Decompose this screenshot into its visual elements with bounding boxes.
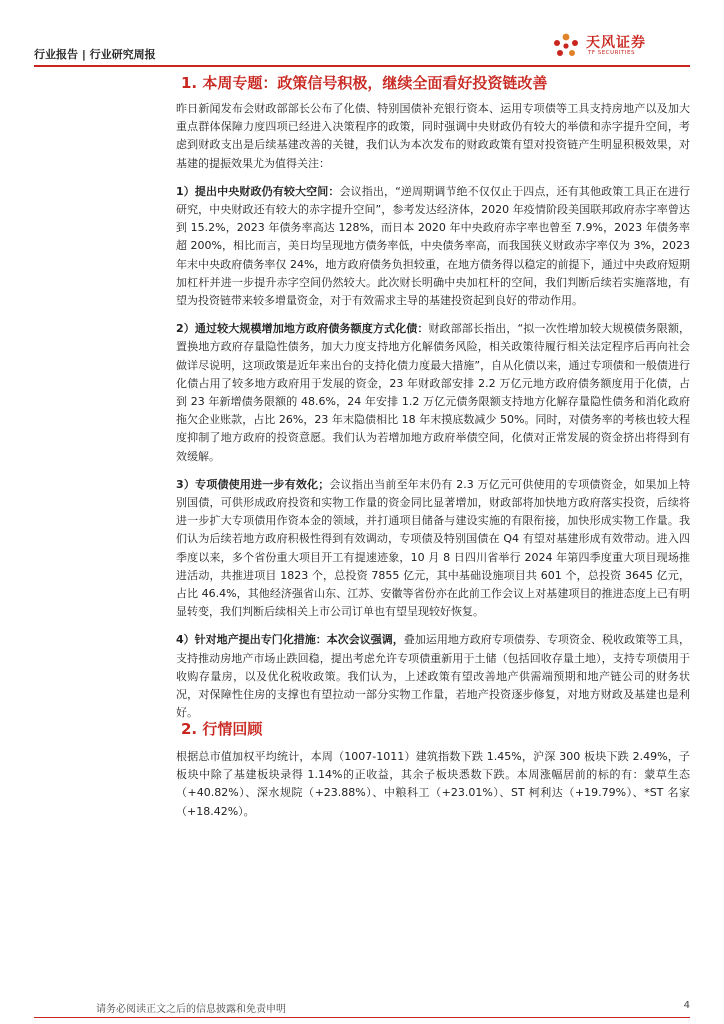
logo-subtitle: TF SECURITIES (588, 50, 635, 56)
section2-title: 2. 行情回顾 (181, 720, 263, 738)
logo-name: 天风证券 (586, 35, 646, 51)
item-1 (176, 183, 690, 310)
page-number: 4 (683, 1000, 690, 1011)
section2-body (176, 748, 690, 821)
item-3-text: 会议指出当前至年末仍有 2.3 万亿元可供使用的专项债资金，如果加上特别国债，可供形成政府投资和实物工作量的资金同比显著增加，财政部将加快地方政府落实投资，后续将进一步扩大专项债用作资本金的领域，并打通项目储备与建设实施的有限衔接，加快形成实物工作量。我们认为后续若地方政府积极性得到有效调动，专项债及特别国债在 Q4 有望对基建形成有效带动。进入四季度以来，多个省份重大项目开工有提速迹象，10 月 8 日四川省举行 2024 年第四季度重大项目现场推进活动，共推进项目 1823 个，总投资 7855 亿元，其中基础设施项目共 601 个，总投资 3645 亿元，占比 46.4%，其他经济强省山东、江苏、安徽等省份亦在此前工作会议上对基建项目的推进态度上已有明显转变，我们判断后续相关上市公司订单也有望呈现较好恢复。 (176, 477, 690, 619)
item-4-lead: 4）针对地产提出专门化措施： (176, 633, 327, 647)
footer-disclaimer: 请务必阅读正文之后的信息披露和免责申明 (96, 1004, 286, 1015)
section1-title: 1. 本周专题：政策信号积极，继续全面看好投资链改善 (181, 74, 548, 92)
item-4-text: 叠加运用地方政府专项债券、专项资金、税收政策等工具，支持推动房地产市场止跌回稳，提出考虑允许专项债重新用于土储（包括回收存量土地），支持专项债用于收购存量房，以及优化税收政策。我们认为，上述政策有望改善地产供需端预期和地产链公司的财务状况，对保障性住房的支撑也有望拉动一部分实物工作量，若地产投资逐步修复，对地方财政及基建也是利好。 (176, 633, 691, 720)
item-1-text: 会议指出，“逆周期调节绝不仅仅止于四点，还有其他政策工具正在进行研究，中央财政还有较大的赤字提升空间”，参考发达经济体，2020 年疫情阶段美国联邦政府赤字率曾达到 15.2%，2023 年债务率高达 128%，而日本 2020 年中央政府赤字率也曾至 7.9%，2023 年债务率超 200%，相比而言，美日均呈现地方债务率低，中央债务率高，而我国狭义财政赤字率仅为 3%，2023 年末中央政府债务率仅 24%，地方政府债务负担较重，在地方债务得以稳定的前提下，通过中央政府短期加杠杆并进一步提升赤字空间仍然较大。此次财长明确中央加杠杆的空间，我们判断后续若实施落地，有望为投资链带来较多增量资金，对于有效需求主导的基建投资起到良好的带动作用。 (176, 184, 690, 308)
section1-body (176, 100, 690, 723)
company-logo (550, 28, 690, 68)
section1-intro: 昨日新闻发布会财政部部长公布了化债、特别国债补充银行资本、运用专项债等工具支持房地产以及加大重点群体保障力度四项已经进入决策程序的政策，同时强调中央财政仍有较大的举债和赤字提升空间，考虑到财政支出是后续基建改善的关键，我们认为本次发布的财政政策有望对投资链产生明显积极效果，对基建的提振效果尤为值得关注： (176, 102, 690, 170)
item-4 (176, 631, 690, 722)
item-3 (176, 476, 690, 622)
item-1-lead: 1）提出中央财政仍有较大空间： (176, 184, 340, 198)
header-title: 行业报告 | 行业研究周报 (34, 48, 156, 61)
item-2-lead: 2）通过较大规模增加地方政府债务额度方式化债： (176, 322, 429, 336)
footer-divider (34, 1017, 690, 1018)
header-divider (34, 65, 690, 67)
item-4-lead2: 本次会议强调， (326, 633, 404, 647)
section2-text: 根据总市值加权平均统计，本周（1007-1011）建筑指数下跌 1.45%，沪深 300 板块下跌 2.49%，子板块中除了基建板块录得 1.14%的正收益，其余子板块悉数下跌。本周涨幅居前的标的有：蒙草生态（+40.82%）、深水规院（+23.88%）、中粮科工（+23.01%）、ST 柯利达（+19.79%）、*ST 名家（+18.42%）。 (176, 750, 690, 818)
item-2-text: 财政部部长指出，“拟一次性增加较大规模债务限额，置换地方政府存量隐性债务，加大力度支持地方化解债务风险，相关政策待履行相关法定程序后再向社会做详尽说明，这项政策是近年来出台的支持化债力度最大措施”，自从化债以来，通过专项债和一般债进行化债占用了较多地方政府用于发展的资金，23 年财政部安排 2.2 万亿元地方政府债务额度用于化债，占到 23 年新增债务限额的 48.6%，24 年安排 1.2 万亿元债务限额支持地方化解存量隐性债务和消化政府拖欠企业账款，占比 26%，23 年末隐债相比 18 年末摸底数减少 50%。同时，对债务率的考核也较大程度抑制了地方政府的投资意愿。我们认为若增加地方政府举债空间，化债对正常发展的资金挤出将得到有效缓解。 (176, 322, 691, 463)
report-header (34, 28, 690, 68)
item-2 (176, 320, 690, 466)
item-3-lead: 3）专项债使用进一步有效化； (176, 477, 330, 491)
logo-icon (550, 32, 582, 62)
